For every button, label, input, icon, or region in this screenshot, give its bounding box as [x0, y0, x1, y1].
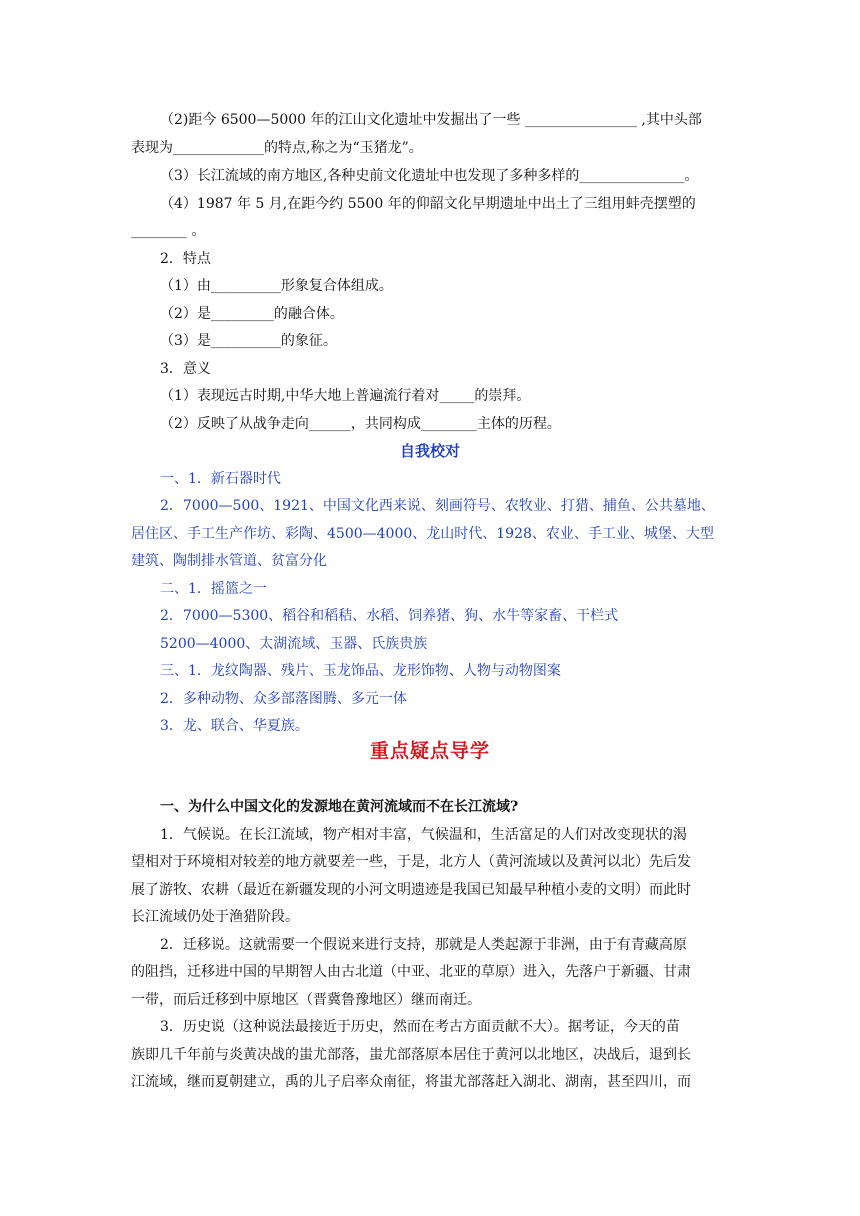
answer-line: 2．多种动物、众多部落图腾、多元一体 [160, 691, 407, 707]
text-line: （2)距今 6500—5000 年的江山文化遗址中发掘出了一些 ________________ ,其中头部 [160, 112, 702, 128]
body-line: 3．历史说（这种说法最接近于历史，然而在考古方面贡献不大）。据考证，今天的苗 [160, 1019, 680, 1035]
text-line: 表现为_____________的特点,称之为“玉猪龙”。 [131, 140, 423, 156]
text-line: （1）由__________形象复合体组成。 [160, 278, 393, 294]
body-line: 江流域，继而夏朝建立，禹的儿子启率众南征，将蚩尤部落赶入湖北、湖南，甚至四川，而 [131, 1074, 691, 1090]
text-line: （1）表现远古时期,中华大地上普遍流行着对_____的崇拜。 [160, 388, 531, 404]
body-line: 族即几千年前与炎黄决战的蚩尤部落，蚩尤部落原本居住于黄河以北地区，决战后，退到长 [131, 1047, 691, 1063]
body-line: 一带，而后迁移到中原地区（晋冀鲁豫地区）继而南迁。 [131, 992, 481, 1008]
text-line: （2）是_________的融合体。 [160, 306, 344, 322]
section-heading-self-check: 自我校对 [399, 442, 460, 460]
answer-line: 居住区、手工生产作坊、彩陶、4500—4000、龙山时代、1928、农业、手工业、城堡、大型 [131, 526, 714, 542]
text-line: （2）反映了从战争走向______，共同构成________主体的历程。 [160, 416, 561, 432]
answer-line: 2．7000—500、1921、中国文化西来说、刻画符号、农牧业、打猎、捕鱼、公共墓地、 [160, 498, 715, 514]
answer-line: 建筑、陶制排水管道、贫富分化 [131, 553, 327, 569]
answer-line: 2．7000—5300、稻谷和稻秸、水稻、饲养猪、狗、水牛等家畜、干栏式 [160, 608, 619, 624]
body-line: 展了游牧、农耕（最近在新疆发现的小河文明遗迹是我国已知最早种植小麦的文明）而此时 [131, 882, 691, 898]
section-heading-guide: 重点疑点导学 [369, 740, 490, 762]
answer-line: 三、1．龙纹陶器、残片、玉龙饰品、龙形饰物、人物与动物图案 [160, 663, 561, 679]
body-line: 1．气候说。在长江流域，物产相对丰富，气候温和，生活富足的人们对改变现状的渴 [160, 827, 687, 843]
text-line: （4）1987 年 5 月,在距今约 5500 年的仰韶文化早期遗址中出土了三组用蚌壳摆塑的 [160, 196, 696, 212]
text-line: （3）是__________的象征。 [160, 333, 337, 349]
answer-line: 一、1．新石器时代 [160, 471, 281, 487]
body-line: 的阻挡，迁移进中国的早期智人由古北道（中亚、北亚的草原）进入，先落户于新疆、甘肃 [131, 964, 691, 980]
text-line: 3．意义 [160, 361, 211, 377]
body-line: 望相对于环境相对较差的地方就要差一些，于是，北方人（黄河流域以及黄河以北）先后发 [131, 854, 691, 870]
question-heading: 一、为什么中国文化的发源地在黄河流域而不在长江流域? [160, 799, 519, 815]
text-line: 2．特点 [160, 251, 211, 267]
body-line: 2．迁移说。这就需要一个假说来进行支持，那就是人类起源于非洲，由于有青藏高原 [160, 937, 687, 953]
text-line: （3）长江流域的南方地区,各种史前文化遗址中也发现了多种多样的_______________。 [160, 168, 699, 184]
body-line: 长江流域仍处于渔猎阶段。 [131, 909, 299, 925]
text-line: ________ 。 [131, 223, 206, 239]
answer-line: 5200—4000、太湖流域、玉器、氏族贵族 [160, 636, 428, 652]
answer-line: 3．龙、联合、华夏族。 [160, 718, 309, 734]
answer-line: 二、1．摇篮之一 [160, 581, 267, 597]
